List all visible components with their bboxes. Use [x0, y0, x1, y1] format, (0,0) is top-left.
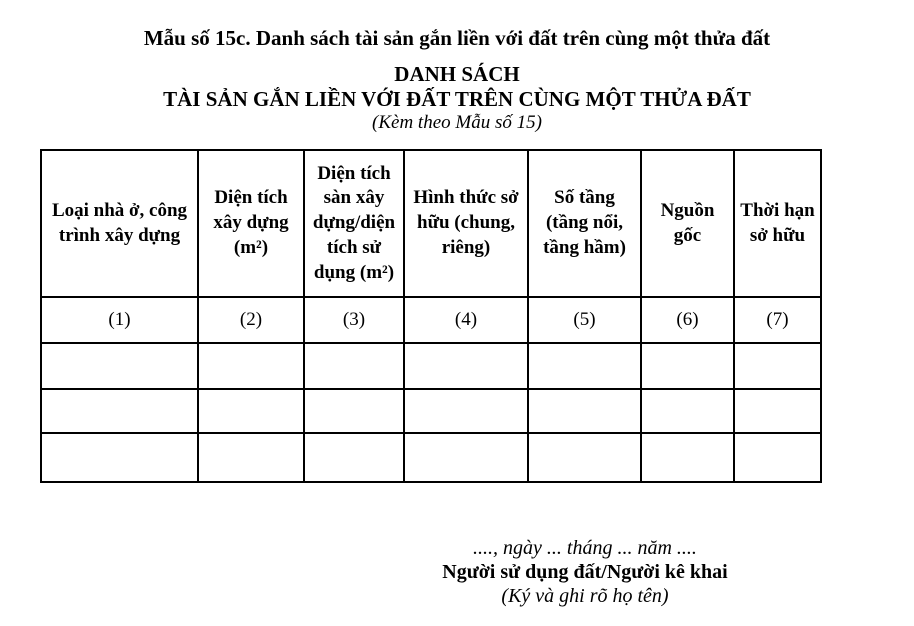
- header-cell-construction-area: Diện tích xây dựng (m²): [198, 150, 304, 297]
- column-number-cell-2: (2): [198, 297, 304, 343]
- empty-cell: [734, 433, 821, 482]
- empty-cell: [304, 433, 404, 482]
- column-number-cell-3: (3): [304, 297, 404, 343]
- empty-cell: [404, 343, 528, 389]
- header-row: [41, 150, 821, 297]
- header-cell-floor-area: Diện tích sàn xây dựng/diện tích sử dụng (m²): [304, 150, 404, 297]
- column-number-cell-7: (7): [734, 297, 821, 343]
- header-cell-origin: Nguồn gốc: [641, 150, 734, 297]
- header-cell-floor-count: Số tầng (tầng nổi, tầng hầm): [528, 150, 641, 297]
- empty-row: [41, 343, 821, 389]
- column-number-cell-1: (1): [41, 297, 198, 343]
- signing-instruction: (Ký và ghi rõ họ tên): [501, 585, 669, 607]
- empty-row: [41, 389, 821, 433]
- empty-cell: [641, 433, 734, 482]
- header-cell-ownership-form: Hình thức sở hữu (chung, riêng): [404, 150, 528, 297]
- empty-cell: [734, 343, 821, 389]
- column-number-cell-6: (6): [641, 297, 734, 343]
- empty-cell: [641, 389, 734, 433]
- assets-table: [40, 149, 822, 483]
- empty-cell: [404, 433, 528, 482]
- empty-cell: [404, 389, 528, 433]
- empty-cell: [198, 389, 304, 433]
- empty-cell: [198, 343, 304, 389]
- empty-cell: [528, 343, 641, 389]
- header-cell-property-type: Loại nhà ở, công trình xây dựng: [41, 150, 198, 297]
- empty-cell: [304, 343, 404, 389]
- empty-cell: [528, 433, 641, 482]
- signature-block: [400, 536, 770, 608]
- empty-cell: [41, 389, 198, 433]
- empty-cell: [41, 343, 198, 389]
- empty-cell: [734, 389, 821, 433]
- empty-cell: [41, 433, 198, 482]
- document-title: DANH SÁCH: [394, 62, 520, 86]
- signer-role: Người sử dụng đất/Người kê khai: [442, 561, 728, 583]
- empty-row: [41, 433, 821, 482]
- header-cell-ownership-term: Thời hạn sở hữu: [734, 150, 821, 297]
- column-number-cell-5: (5): [528, 297, 641, 343]
- empty-cell: [528, 389, 641, 433]
- column-number-row: [41, 297, 821, 343]
- document-subtitle: TÀI SẢN GẮN LIỀN VỚI ĐẤT TRÊN CÙNG MỘT THỬA ĐẤT: [163, 87, 751, 111]
- form-label: Mẫu số 15c. Danh sách tài sản gắn liền với đất trên cùng một thửa đất: [143, 26, 771, 50]
- empty-cell: [641, 343, 734, 389]
- attachment-note: (Kèm theo Mẫu số 15): [372, 112, 542, 133]
- empty-cell: [304, 389, 404, 433]
- empty-cell: [198, 433, 304, 482]
- column-number-cell-4: (4): [404, 297, 528, 343]
- signature-date-line: ...., ngày ... tháng ... năm ....: [473, 537, 697, 559]
